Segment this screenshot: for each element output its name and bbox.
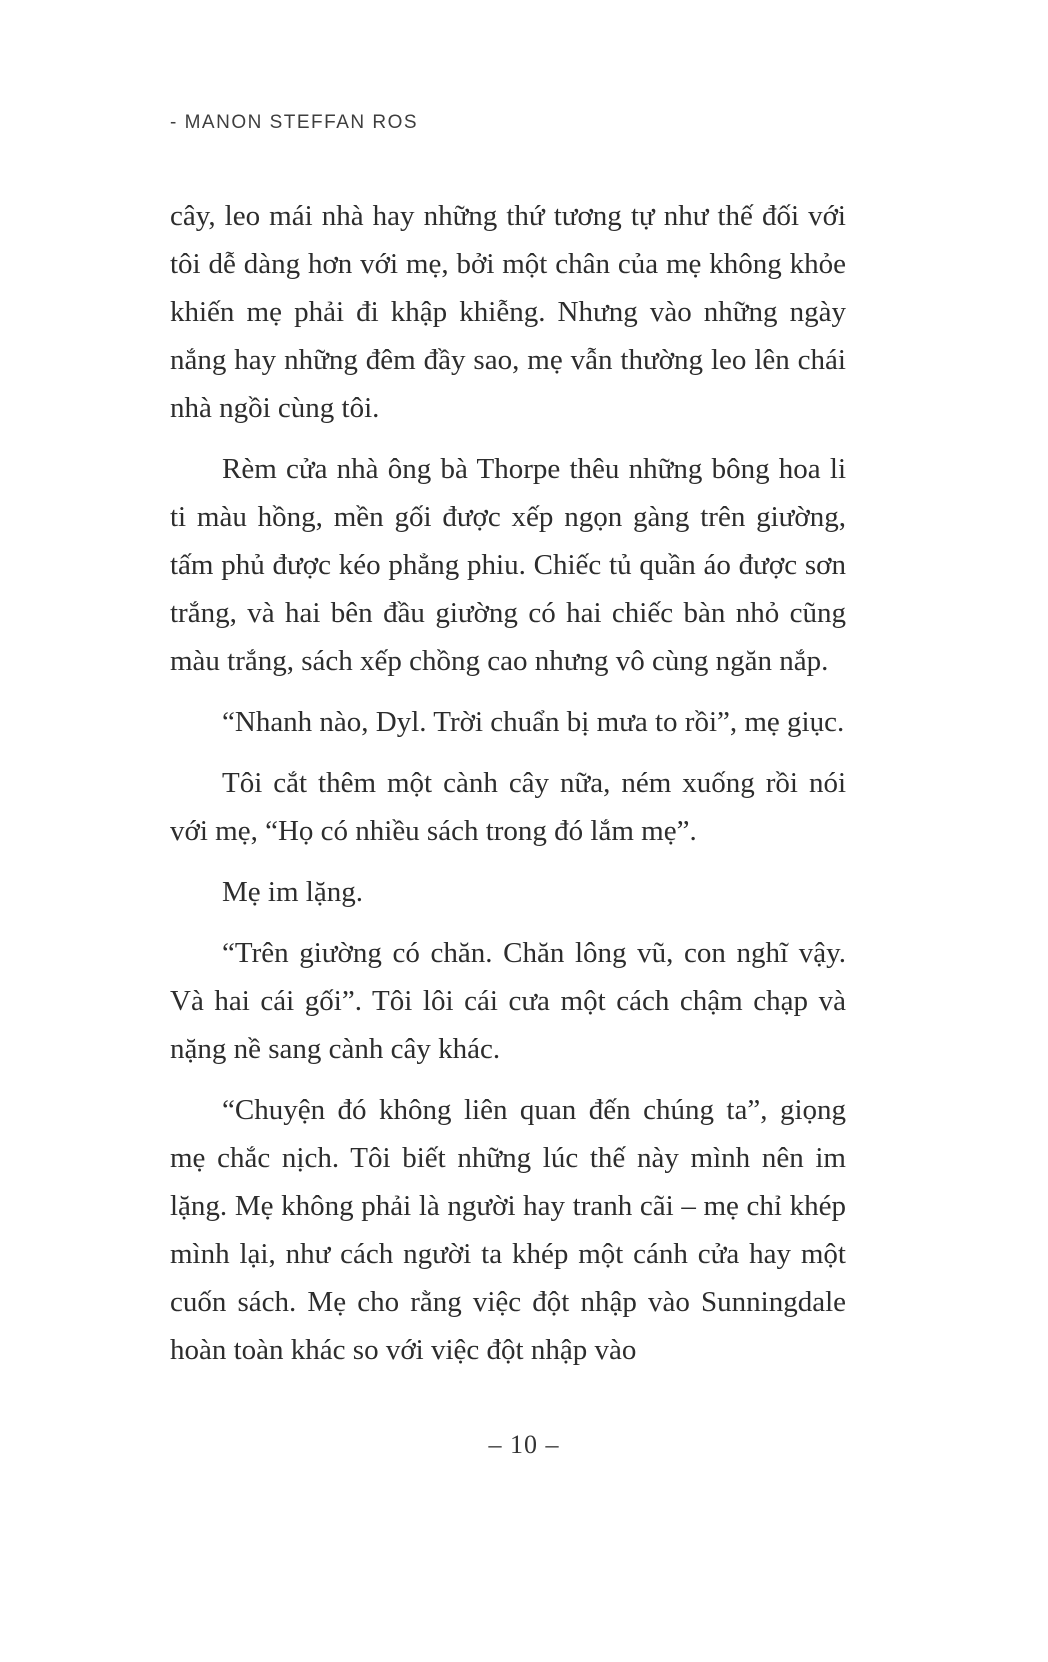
paragraph: “Nhanh nào, Dyl. Trời chuẩn bị mưa to rồi”, mẹ giục.	[222, 706, 845, 738]
running-header-author: - MANON STEFFAN ROS	[170, 112, 419, 133]
paragraph: Tôi cắt thêm một cành cây nữa, ném xuống rồi nói với mẹ, “Họ có nhiều sách trong đó lắm mẹ”.	[170, 767, 846, 847]
paragraph: Rèm cửa nhà ông bà Thorpe thêu những bông hoa li ti màu hồng, mền gối được xếp ngọn gàng trên giường, tấm phủ được kéo phẳng phiu. Chiếc tủ quần áo được sơn trắng, và hai bên đầu giường có hai chiếc bàn nhỏ cũng màu trắng, sách xếp chồng cao nhưng vô cùng ngăn nắp.	[170, 453, 846, 677]
page-body-text	[170, 192, 846, 1387]
paragraph: “Trên giường có chăn. Chăn lông vũ, con nghĩ vậy. Và hai cái gối”. Tôi lôi cái cưa một cách chậm chạp và nặng nề sang cành cây khác.	[170, 937, 846, 1065]
paragraph: cây, leo mái nhà hay những thứ tương tự như thế đối với tôi dễ dàng hơn với mẹ, bởi một chân của mẹ không khỏe khiến mẹ phải đi khập khiễng. Nhưng vào những ngày nắng hay những đêm đầy sao, mẹ vẫn thường leo lên chái nhà ngồi cùng tôi.	[170, 200, 846, 424]
paragraph: “Chuyện đó không liên quan đến chúng ta”, giọng mẹ chắc nịch. Tôi biết những lúc thế này mình nên im lặng. Mẹ không phải là người hay tranh cãi – mẹ chỉ khép mình lại, như cách người ta khép một cánh cửa hay một cuốn sách. Mẹ cho rằng việc đột nhập vào Sunningdale hoàn toàn khác so với việc đột nhập vào	[170, 1094, 846, 1366]
page-number: – 10 –	[488, 1430, 560, 1459]
paragraph: Mẹ im lặng.	[222, 876, 363, 908]
